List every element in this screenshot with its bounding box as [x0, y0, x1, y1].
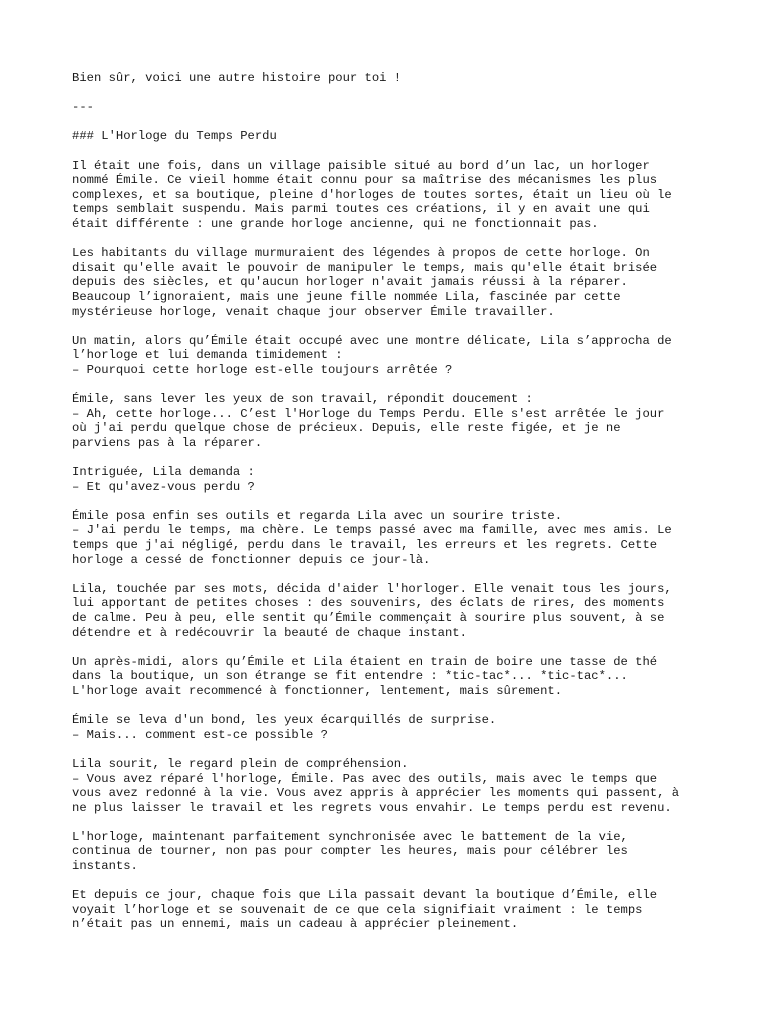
story-paragraph	[72, 392, 712, 450]
text-line: lui apportant de petites choses : des souvenirs, des éclats de rires, des moments	[72, 596, 665, 611]
document-body	[72, 71, 712, 947]
text-line: n’était pas un ennemi, mais un cadeau à apprécier pleinement.	[72, 917, 519, 932]
text-line: Beaucoup l’ignoraient, mais une jeune fille nommée Lila, fascinée par cette	[72, 289, 621, 304]
text-line: Lila sourit, le regard plein de compréhension.	[72, 756, 409, 771]
text-line: l’horloge et lui demanda timidement :	[72, 348, 343, 363]
text-line: horloge a cessé de fonctionner depuis ce jour-là.	[72, 552, 431, 567]
story-paragraph	[72, 334, 712, 378]
text-line: temps semblait suspendu. Mais parmi toutes ces créations, il y en avait une qui	[72, 202, 650, 217]
story-paragraph	[72, 655, 712, 699]
text-line: – Et qu'avez-vous perdu ?	[72, 479, 255, 494]
text-line: où j'ai perdu quelque chose de précieux. Depuis, elle reste figée, et je ne	[72, 421, 621, 436]
text-line: détendre et à redécouvrir la beauté de chaque instant.	[72, 625, 467, 640]
text-line: était différente : une grande horloge ancienne, qui ne fonctionnait pas.	[72, 216, 599, 231]
text-line: dans la boutique, un son étrange se fit entendre : *tic-tac*... *tic-tac*...	[72, 669, 628, 684]
story-paragraph	[72, 509, 712, 567]
text-line: disait qu'elle avait le pouvoir de manipuler le temps, mais qu'elle était brisée	[72, 260, 658, 275]
text-line: vous avez redonné à la vie. Vous avez appris à apprécier les moments qui passent, à	[72, 786, 680, 801]
story-paragraph	[72, 888, 712, 932]
story-paragraph	[72, 582, 712, 640]
text-line: Lila, touchée par ses mots, décida d'aider l'horloger. Elle venait tous les jours,	[72, 581, 672, 596]
story-paragraph	[72, 713, 712, 742]
story-paragraph	[72, 246, 712, 319]
text-line: Un après-midi, alors qu’Émile et Lila étaient en train de boire une tasse de thé	[72, 654, 658, 669]
text-line: ne plus laisser le travail et les regrets vous envahir. Le temps perdu est revenu.	[72, 800, 672, 815]
story-heading: ### L'Horloge du Temps Perdu	[72, 129, 277, 144]
separator: ---	[72, 100, 94, 115]
text-line: Émile posa enfin ses outils et regarda Lila avec un sourire triste.	[72, 508, 563, 523]
story-paragraph	[72, 465, 712, 494]
text-line: – J'ai perdu le temps, ma chère. Le temps passé avec ma famille, avec mes amis. Le	[72, 523, 672, 538]
text-line: Et depuis ce jour, chaque fois que Lila passait devant la boutique d’Émile, elle	[72, 888, 658, 903]
text-line: L'horloge avait recommencé à fonctionner, lentement, mais sûrement.	[72, 683, 563, 698]
text-line: nommé Émile. Ce vieil homme était connu pour sa maîtrise des mécanismes les plus	[72, 173, 658, 188]
text-line: Émile se leva d'un bond, les yeux écarquillés de surprise.	[72, 713, 497, 728]
story-paragraphs	[72, 159, 712, 932]
text-line: complexes, et sa boutique, pleine d'horloges de toutes sortes, était un lieu où le	[72, 187, 672, 202]
text-line: Émile, sans lever les yeux de son travail, répondit doucement :	[72, 392, 533, 407]
story-paragraph	[72, 757, 712, 815]
text-line: parviens pas à la réparer.	[72, 435, 263, 450]
text-line: Un matin, alors qu’Émile était occupé avec une montre délicate, Lila s’approcha de	[72, 333, 672, 348]
text-line: voyait l’horloge et se souvenait de ce que cela signifiait vraiment : le temps	[72, 902, 643, 917]
text-line: Les habitants du village murmuraient des légendes à propos de cette horloge. On	[72, 246, 650, 261]
text-line: – Pourquoi cette horloge est-elle toujours arrêtée ?	[72, 362, 453, 377]
text-line: temps que j'ai négligé, perdu dans le travail, les erreurs et les regrets. Cette	[72, 538, 658, 552]
text-line: L'horloge, maintenant parfaitement synchronisée avec le battement de la vie,	[72, 829, 628, 844]
story-paragraph	[72, 830, 712, 874]
text-line: continua de tourner, non pas pour compter les heures, mais pour célébrer les	[72, 844, 628, 859]
text-line: – Mais... comment est-ce possible ?	[72, 727, 328, 742]
text-line: instants.	[72, 859, 138, 874]
text-line: de calme. Peu à peu, elle sentit qu’Émile commençait à sourire plus souvent, à se	[72, 610, 665, 625]
text-line: mystérieuse horloge, venait chaque jour observer Émile travailler.	[72, 304, 555, 319]
text-line: Il était une fois, dans un village paisible situé au bord d’un lac, un horloger	[72, 158, 650, 173]
story-paragraph	[72, 159, 712, 232]
text-line: depuis des siècles, et qu'aucun horloger n'avait jamais réussi à la réparer.	[72, 275, 628, 290]
text-line: Intriguée, Lila demanda :	[72, 465, 255, 480]
text-line: – Vous avez réparé l'horloge, Émile. Pas avec des outils, mais avec le temps que	[72, 771, 658, 786]
intro-line: Bien sûr, voici une autre histoire pour toi !	[72, 71, 402, 85]
text-line: – Ah, cette horloge... C’est l'Horloge du Temps Perdu. Elle s'est arrêtée le jour	[72, 406, 665, 421]
